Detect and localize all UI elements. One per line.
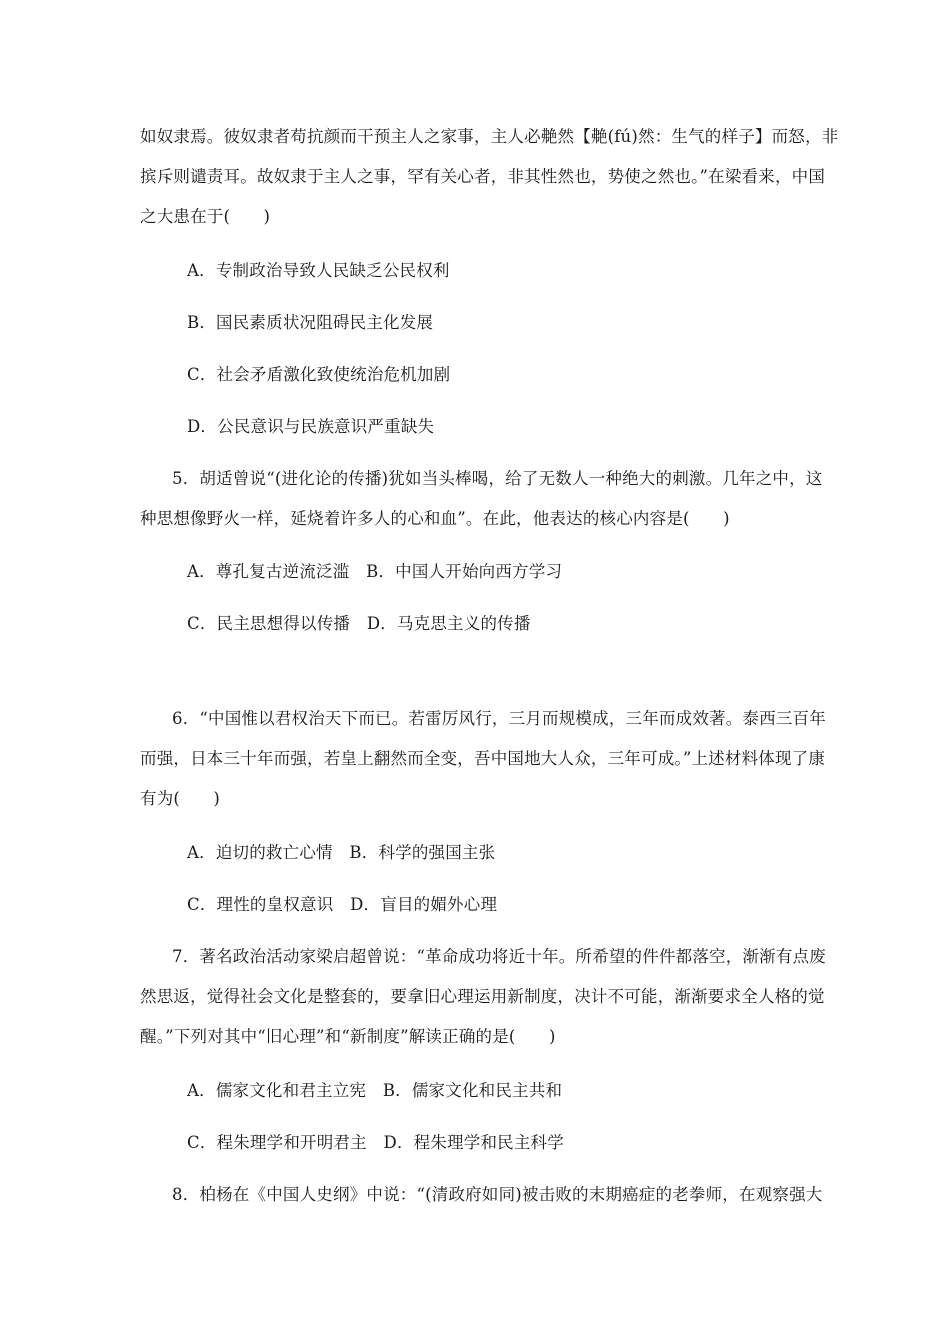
q4-text-line-2: 摈斥则谴责耳。故奴隶于主人之事，罕有关心者，非其性然也，势使之然也。”在梁看来，中国 [140, 167, 826, 186]
q4-text-line-3: 之大患在于( ) [140, 207, 271, 226]
q7-options-ab: A．儒家文化和君主立宪 B．儒家文化和民主共和 [187, 1081, 563, 1100]
q8-text-line-1: 8．柏杨在《中国人史纲》中说：“(清政府如同)被击败的末期癌症的老拳师，在观察强大 [172, 1185, 823, 1204]
q6-options-ab: A．迫切的救亡心情 B．科学的强国主张 [187, 843, 496, 862]
q4-option-d: D．公民意识与民族意识严重缺失 [187, 417, 435, 436]
q4-option-c: C．社会矛盾激化致使统治危机加剧 [187, 365, 451, 384]
q5-text-line-2: 种思想像野火一样，延烧着许多人的心和血”。在此，他表达的核心内容是( ) [140, 509, 730, 528]
q5-options-ab: A．尊孔复古逆流泛滥 B．中国人开始向西方学习 [187, 562, 563, 581]
q6-text-line-3: 有为( ) [140, 789, 221, 808]
q7-text-line-1: 7．著名政治活动家梁启超曾说：“革命成功将近十年。所希望的件件都落空，渐渐有点废 [172, 947, 826, 966]
q7-text-line-3: 醒。”下列对其中“旧心理”和“新制度”解读正确的是( ) [140, 1027, 556, 1046]
q4-option-b: B．国民素质状况阻碍民主化发展 [187, 313, 434, 332]
q4-text-line-1: 如奴隶焉。彼奴隶者苟抗颜而干预主人之家事，主人必艴然【艴(fú)然：生气的样子】而怒，非 [140, 127, 839, 146]
q7-text-line-2: 然思返，觉得社会文化是整套的，要拿旧心理运用新制度，决计不可能，渐渐要求全人格的觉 [140, 987, 825, 1006]
q6-text-line-2: 而强，日本三十年而强，若皇上翻然而全变，吾中国地大人众，三年可成。”上述材料体现了康 [140, 749, 826, 768]
q4-option-a: A．专制政治导致人民缺乏公民权利 [187, 261, 450, 280]
q5-text-line-1: 5．胡适曾说“(进化论的传播)犹如当头棒喝，给了无数人一种绝大的刺激。几年之中，这 [172, 469, 823, 488]
q5-options-cd: C．民主思想得以传播 D．马克思主义的传播 [187, 614, 531, 633]
q6-text-line-1: 6．“中国惟以君权治天下而已。若雷厉风行，三月而规模成，三年而成效著。泰西三百年 [172, 709, 826, 728]
q7-options-cd: C．程朱理学和开明君主 D．程朱理学和民主科学 [187, 1133, 564, 1152]
q6-options-cd: C．理性的皇权意识 D．盲目的媚外心理 [187, 895, 498, 914]
